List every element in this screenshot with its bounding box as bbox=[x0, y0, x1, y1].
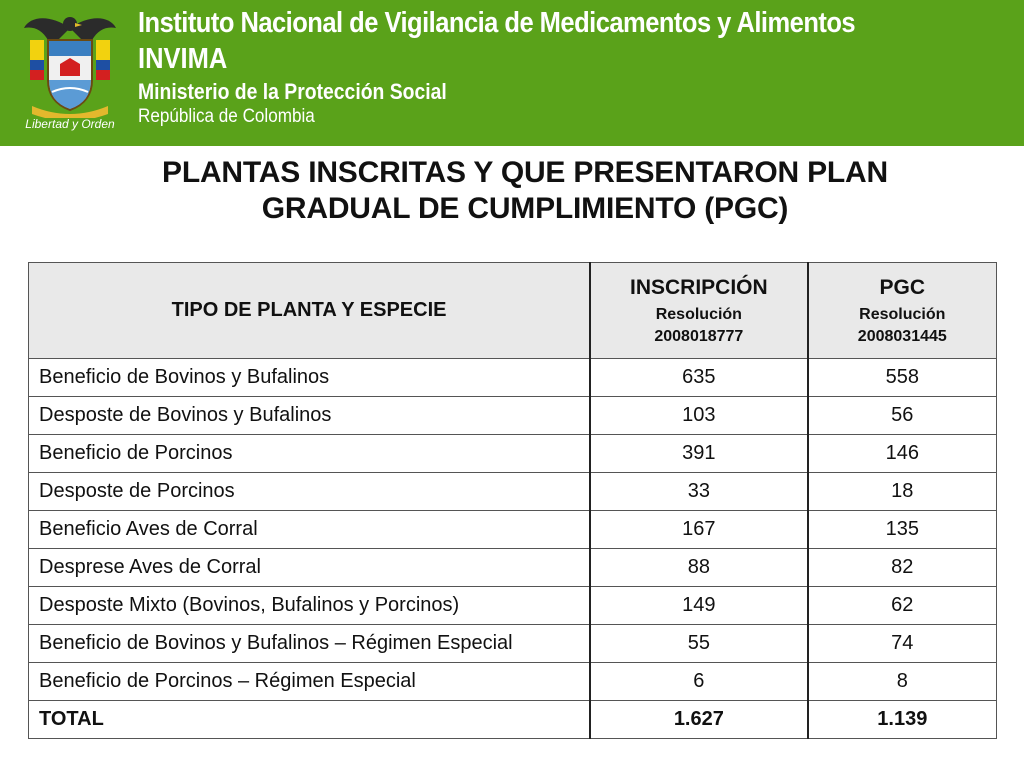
total-pgc: 1.139 bbox=[808, 701, 997, 739]
row-pgc: 82 bbox=[808, 549, 997, 587]
table-row bbox=[29, 587, 997, 625]
table-row bbox=[29, 625, 997, 663]
row-name: Beneficio de Bovinos y Bufalinos bbox=[29, 359, 591, 397]
table-header-row bbox=[29, 263, 997, 359]
table-row bbox=[29, 511, 997, 549]
table-row bbox=[29, 397, 997, 435]
row-inscripcion: 55 bbox=[590, 625, 808, 663]
row-inscripcion: 149 bbox=[590, 587, 808, 625]
row-name: Desposte de Bovinos y Bufalinos bbox=[29, 397, 591, 435]
table-total-row bbox=[29, 701, 997, 739]
row-inscripcion: 391 bbox=[590, 435, 808, 473]
row-name: Desposte de Porcinos bbox=[29, 473, 591, 511]
plants-table bbox=[28, 262, 997, 739]
row-pgc: 146 bbox=[808, 435, 997, 473]
row-inscripcion: 103 bbox=[590, 397, 808, 435]
ministry-name: Ministerio de la Protección Social bbox=[138, 79, 447, 104]
row-name: Beneficio de Bovinos y Bufalinos – Régimen Especial bbox=[29, 625, 591, 663]
row-pgc: 74 bbox=[808, 625, 997, 663]
table-row bbox=[29, 473, 997, 511]
row-name: Beneficio Aves de Corral bbox=[29, 511, 591, 549]
inscripcion-subtitle: Resolución bbox=[655, 305, 742, 323]
column-header-type: TIPO DE PLANTA Y ESPECIE bbox=[29, 263, 591, 359]
pgc-title: PGC bbox=[879, 275, 926, 299]
page-title bbox=[60, 155, 990, 227]
row-pgc: 558 bbox=[808, 359, 997, 397]
column-header-pgc bbox=[808, 263, 997, 359]
institute-name: Instituto Nacional de Vigilancia de Medicamentos y Alimentos bbox=[138, 7, 856, 39]
inscripcion-title: INSCRIPCIÓN bbox=[630, 275, 768, 299]
row-inscripcion: 33 bbox=[590, 473, 808, 511]
table-row bbox=[29, 435, 997, 473]
header-banner bbox=[0, 0, 1024, 146]
row-pgc: 18 bbox=[808, 473, 997, 511]
row-name: Beneficio de Porcinos – Régimen Especial bbox=[29, 663, 591, 701]
country-name: República de Colombia bbox=[138, 106, 315, 127]
row-inscripcion: 167 bbox=[590, 511, 808, 549]
row-inscripcion: 6 bbox=[590, 663, 808, 701]
inscripcion-resolution-number: 2008018777 bbox=[654, 327, 744, 345]
page-title-line2: GRADUAL DE CUMPLIMIENTO (PGC) bbox=[261, 192, 789, 225]
pgc-subtitle: Resolución bbox=[859, 305, 946, 323]
row-name: Desposte Mixto (Bovinos, Bufalinos y Porcinos) bbox=[29, 587, 591, 625]
table-row bbox=[29, 549, 997, 587]
row-pgc: 8 bbox=[808, 663, 997, 701]
row-inscripcion: 635 bbox=[590, 359, 808, 397]
row-inscripcion: 88 bbox=[590, 549, 808, 587]
total-label: TOTAL bbox=[29, 701, 591, 739]
row-name: Beneficio de Porcinos bbox=[29, 435, 591, 473]
crest-motto: Libertad y Orden bbox=[25, 117, 115, 131]
column-header-inscripcion bbox=[590, 263, 808, 359]
pgc-resolution-number: 2008031445 bbox=[857, 327, 947, 345]
row-pgc: 56 bbox=[808, 397, 997, 435]
page-title-line1: PLANTAS INSCRITAS Y QUE PRESENTARON PLAN bbox=[162, 156, 888, 189]
total-inscripcion: 1.627 bbox=[590, 701, 808, 739]
row-pgc: 135 bbox=[808, 511, 997, 549]
table-row bbox=[29, 663, 997, 701]
table-row bbox=[29, 359, 997, 397]
row-name: Desprese Aves de Corral bbox=[29, 549, 591, 587]
row-pgc: 62 bbox=[808, 587, 997, 625]
institute-acronym: INVIMA bbox=[138, 43, 228, 75]
